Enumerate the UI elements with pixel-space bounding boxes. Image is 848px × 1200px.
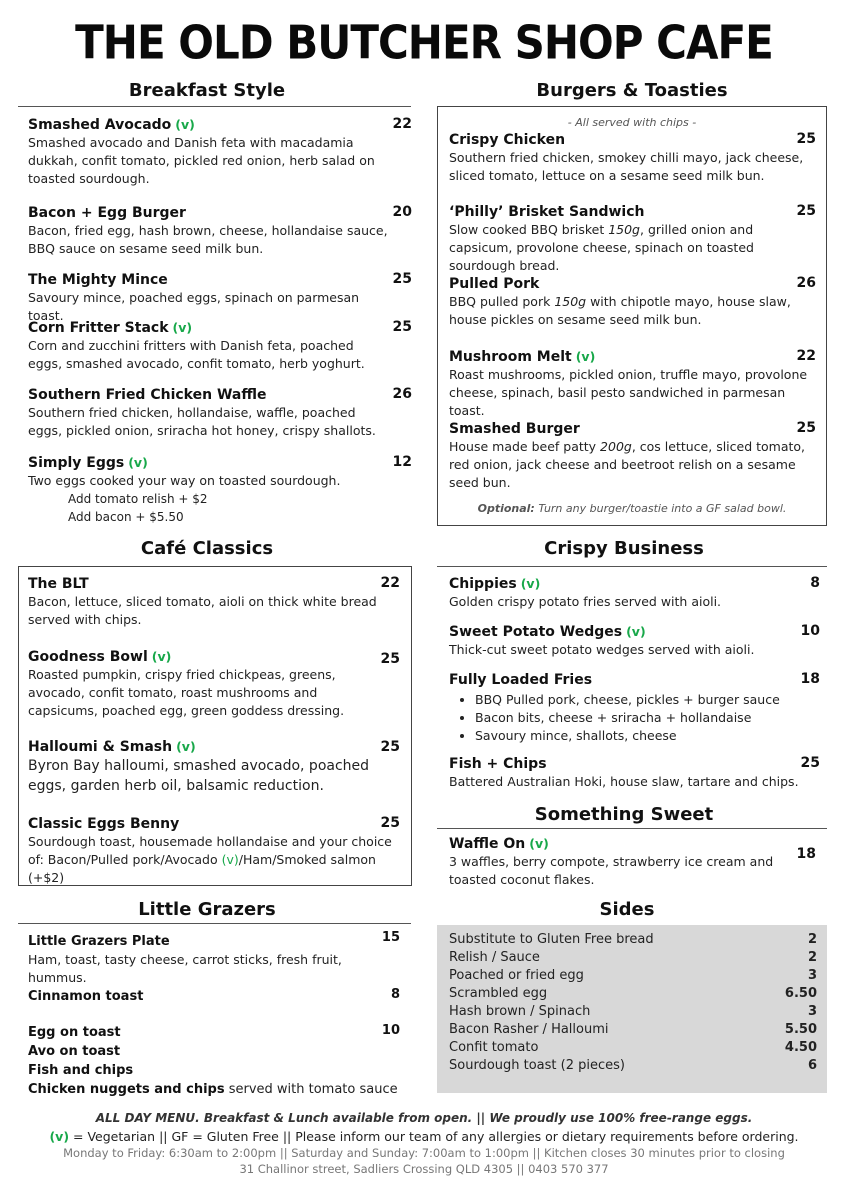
burgers-section-title: Burgers & Toasties [536, 80, 728, 101]
item-price: 25 [392, 271, 412, 287]
menu-item: Chippies (v) Golden crispy potato fries served with aioli. [449, 576, 722, 609]
menu-item: Egg on toast Avo on toast Fish and chips Chicken nuggets and chips served with tomato sauce [28, 1025, 398, 1097]
menu-item: Smashed Burger House made beef patty 200g, cos lettuce, sliced tomato, red onion, jack cheese and beetroot relish on a sesame seed bun. [449, 421, 806, 490]
item-price: 8 [810, 575, 820, 591]
item-price: 12 [392, 454, 412, 470]
crispy-divider [437, 566, 827, 567]
menu-item: ‘Philly’ Brisket Sandwich Slow cooked BBQ brisket 150g, grilled onion and capsicum, provolone cheese, spinach on toasted sourdough bread. [449, 204, 754, 273]
sweet-section-title: Something Sweet [534, 804, 714, 825]
list-item: • Savoury mince, shallots, cheese [475, 727, 819, 745]
menu-item: Classic Eggs Benny Sourdough toast, housemade hollandaise and your choice of: Bacon/Pulled pork/Avocado (v)/Ham/Smoked salmon (+$2) [28, 816, 392, 885]
item-price: 22 [796, 348, 816, 364]
menu-item: Simply Eggs (v) Two eggs cooked your way on toasted sourdough. Add tomato relish + $2 Add bacon + $5.50 [28, 455, 341, 524]
item-price: 26 [392, 386, 412, 402]
item-price: 10 [800, 623, 820, 639]
list-item: Poached or fried egg 3 [449, 968, 817, 983]
classics-section-title: Café Classics [140, 538, 274, 559]
menu-item: Fully Loaded Fries • BBQ Pulled pork, cheese, pickles + burger sauce • Bacon bits, cheese + sriracha + hollandaise • Savoury mince, shallots, cheese [449, 671, 819, 745]
item-price: 8 [390, 987, 400, 1002]
item-price: 18 [800, 671, 820, 687]
list-item: Relish / Sauce 2 [449, 950, 817, 965]
menu-item: Southern Fried Chicken Waffle Southern fried chicken, hollandaise, waffle, poached eggs, pickled onion, sriracha hot honey, crispy shallots. [28, 387, 376, 438]
item-price: 25 [380, 739, 400, 755]
menu-item: Waffle On (v) 3 waffles, berry compote, strawberry ice cream and toasted coconut flakes. [449, 836, 774, 887]
item-price: 10 [381, 1023, 400, 1038]
item-price: 25 [380, 651, 400, 667]
menu-item: Goodness Bowl (v) Roasted pumpkin, crispy fried chickpeas, greens, avocado, confit tomato, roast mushrooms and capsicums, poached egg, green goddess dressing. [28, 649, 345, 718]
menu-item: The BLT Bacon, lettuce, sliced tomato, aioli on thick white bread served with chips. [28, 576, 377, 627]
item-price: 25 [392, 319, 412, 335]
item-price: 20 [392, 204, 412, 220]
item-price: 18 [796, 846, 816, 862]
list-item: • BBQ Pulled pork, cheese, pickles + burger sauce [475, 691, 819, 709]
list-item: Confit tomato 4.50 [449, 1040, 817, 1055]
item-price: 15 [381, 930, 400, 945]
list-item: Scrambled egg 6.50 [449, 986, 817, 1001]
sides-panel [437, 925, 827, 1093]
item-price: 25 [380, 815, 400, 831]
list-item: Sourdough toast (2 pieces) 6 [449, 1058, 817, 1073]
menu-item: The Mighty Mince Savoury mince, poached eggs, spinach on parmesan toast. [28, 272, 360, 323]
item-price: 25 [796, 131, 816, 147]
menu-item: Cinnamon toast [28, 989, 144, 1004]
list-item: • Bacon bits, cheese + sriracha + hollandaise [475, 709, 819, 727]
menu-item: Pulled Pork BBQ pulled pork 150g with chipotle mayo, house slaw, house pickles on sesame seed milk bun. [449, 276, 791, 327]
burgers-optional-note: Optional: Turn any burger/toastie into a GF salad bowl. [477, 502, 787, 515]
item-price: 25 [800, 755, 820, 771]
menu-item: Sweet Potato Wedges (v) Thick-cut sweet potato wedges served with aioli. [449, 624, 755, 657]
menu-item: Bacon + Egg Burger Bacon, fried egg, hash brown, cheese, hollandaise sauce, BBQ sauce on sesame seed milk bun. [28, 205, 388, 256]
list-item: Hash brown / Spinach 3 [449, 1004, 817, 1019]
item-price: 22 [380, 575, 400, 591]
breakfast-section-title: Breakfast Style [128, 80, 286, 101]
menu-item: Halloumi & Smash (v) Byron Bay halloumi, smashed avocado, poached eggs, garden herb oil, balsamic reduction. [28, 739, 370, 794]
menu-item: Little Grazers Plate Ham, toast, tasty cheese, carrot sticks, fresh fruit, hummus. [28, 934, 342, 985]
footer-hours: Monday to Friday: 6:30am to 2:00pm || Saturday and Sunday: 7:00am to 1:00pm || Kitchen closes 30 minutes prior to closing [63, 1146, 785, 1160]
crispy-section-title: Crispy Business [544, 538, 704, 559]
grazers-section-title: Little Grazers [138, 899, 276, 920]
menu-item: Crispy Chicken Southern fried chicken, smokey chilli mayo, jack cheese, sliced tomato, lettuce on a sesame seed milk bun. [449, 132, 804, 183]
footer-line-2: (v) = Vegetarian || GF = Gluten Free || Please inform our team of any allergies or dietary requirements before ordering. [49, 1129, 799, 1144]
list-item: Bacon Rasher / Halloumi 5.50 [449, 1022, 817, 1037]
menu-item: Fish + Chips Battered Australian Hoki, house slaw, tartare and chips. [449, 756, 799, 789]
burgers-note: - All served with chips - [567, 116, 697, 129]
menu-item: Corn Fritter Stack (v) Corn and zucchini fritters with Danish feta, poached eggs, smashed avocado, confit tomato, herb yoghurt. [28, 320, 365, 371]
menu-item: Smashed Avocado (v) Smashed avocado and Danish feta with macadamia dukkah, confit tomato, pickled red onion, herb salad on toasted sourdough. [28, 117, 375, 186]
item-price: 26 [796, 275, 816, 291]
grazers-divider [18, 923, 411, 924]
cafe-title: THE OLD BUTCHER SHOP CAFE [75, 15, 773, 70]
footer-line-1: ALL DAY MENU. Breakfast & Lunch available from open. || We proudly use 100% free-range eggs. [95, 1111, 753, 1125]
item-price: 25 [796, 203, 816, 219]
sides-section-title: Sides [599, 899, 655, 920]
sweet-divider [437, 828, 827, 829]
list-item: Substitute to Gluten Free bread 2 [449, 932, 817, 947]
footer-address: 31 Challinor street, Sadliers Crossing QLD 4305 || 0403 570 377 [239, 1162, 609, 1176]
item-price: 22 [392, 116, 412, 132]
breakfast-divider [18, 106, 411, 107]
menu-item: Mushroom Melt (v) Roast mushrooms, pickled onion, truffle mayo, provolone cheese, spinach, basil pesto sandwiched in parmesan toast. [449, 349, 808, 418]
item-price: 25 [796, 420, 816, 436]
